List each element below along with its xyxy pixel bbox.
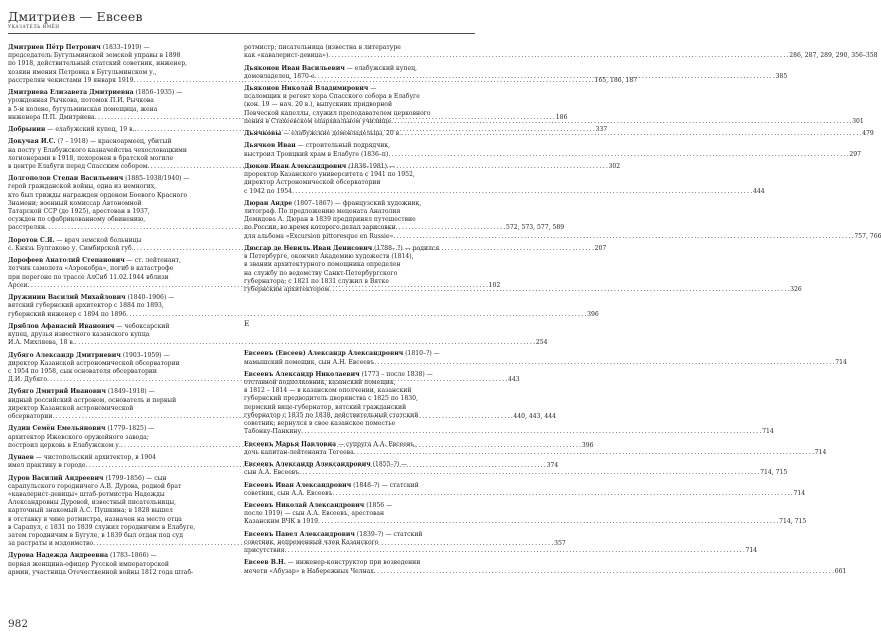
dot-leader bbox=[285, 547, 745, 555]
index-entry-line: расстрелян . . . 572, 573, 577, 589 bbox=[8, 224, 233, 232]
index-entry-line: с 1954 по 1958, сын основателя обсерватории bbox=[8, 367, 157, 375]
index-entry bbox=[244, 502, 807, 527]
index-entry-line: Казанским ВЧК в 1919 . . . 714, 715 bbox=[244, 518, 474, 526]
index-entry-line: для альбома «Excursion pittoresque en Russie» . . . 757, 766 bbox=[244, 233, 474, 241]
index-entry-line: дочь капитан-лейтенанта Тегеева . . . 714 bbox=[244, 449, 474, 457]
index-entry-name: Евсеевъ Марья Павловна bbox=[244, 440, 337, 448]
index-entry-pages: 326 bbox=[790, 285, 802, 293]
index-entry-name: Докучая И.С. bbox=[8, 138, 56, 146]
index-entry-name: Дюран Андре bbox=[244, 199, 293, 207]
index-entry-line: после 1919) — сын А.А. Евсеевъ, арестован bbox=[244, 510, 385, 518]
index-entry-line: урожденная Рычкова, потомок П.И. Рычкова bbox=[8, 97, 154, 105]
index-entry-line: Евсеевъ (Евсеев) Александр Александрович (1810–?) — bbox=[244, 350, 440, 358]
index-entry-pages: 165, 186, 187 bbox=[594, 76, 638, 84]
index-entry-line: Дуров Василий Андреевич (1799–1856) — сын bbox=[8, 474, 167, 482]
index-entry-pages: 572, 573, 577, 589 bbox=[506, 224, 565, 232]
dot-leader bbox=[332, 490, 792, 498]
index-entry-pages: 254 bbox=[535, 339, 548, 347]
index-entry-line: выстроил Троицкий храм в Елабуге (1836–п) . . . 297 bbox=[244, 151, 474, 159]
index-entry bbox=[8, 552, 233, 577]
index-entry-line: присутствия . . . 714 bbox=[244, 547, 474, 555]
index-entry-line: Дубяго Дмитрий Иванович (1849–1918) — bbox=[8, 388, 155, 396]
index-entry-line: директор Астрономической обсерватории bbox=[244, 179, 381, 187]
index-entry-line: построил церковь в Елабужском у. . . . 396 bbox=[8, 442, 233, 450]
index-entry-line: Доротов С.Я. — врач земской больницы bbox=[8, 236, 142, 244]
dot-leader bbox=[328, 52, 788, 60]
index-entry-line: Татарской ССР (до 1925), арестован в 1937, bbox=[8, 208, 150, 216]
index-entry-line: Дружинин Василий Михайлович (1840–1906) — bbox=[8, 294, 175, 302]
section-label: УКАЗАТЕЛЬ ИМЁН bbox=[8, 25, 60, 30]
index-entry-line: губернатор с 1835 по 1838, действительный статский bbox=[244, 411, 419, 419]
page-number: 982 bbox=[8, 618, 29, 630]
index-entry-line: осужден по сфабрикованному обвинению, bbox=[8, 216, 146, 224]
index-entry-line: Дмитриева Елизавета Дмитриевна (1856–1935) — bbox=[8, 89, 183, 97]
index-entry-pages: 443 bbox=[508, 376, 520, 384]
index-entry-line: армии, участница Отечественной войны 1812 года штаб- bbox=[8, 568, 194, 576]
index-entry-line: Дюсгар де Невиль Иван Денисович (1788– ?) — родился bbox=[244, 244, 440, 252]
index-entry-line: с 1942 по 1954 . . . 444 bbox=[244, 188, 474, 196]
index-entry-line: на посту у Елабужского казначейства чехословацкими bbox=[8, 146, 187, 154]
index-entry-line: в отставку в чине ротмистра, назначен на место отца bbox=[8, 515, 182, 523]
index-entry-line: Евсеевъ Павел Александрович (1839–?) — статский bbox=[244, 530, 423, 538]
index-entry-pages: 661 bbox=[834, 567, 847, 575]
index-entry-line: Александровны Дуровой, известный писательницы, bbox=[8, 499, 177, 507]
index-entry-name: Дорофеев Анатолий Степанович bbox=[8, 257, 125, 265]
index-entry-pages: 714, 715 bbox=[779, 518, 807, 526]
index-entry-line: по 1918, действительный статский советник, инженер, bbox=[8, 60, 188, 68]
index-entry-line: герой гражданской войны, одна из немногих, bbox=[8, 183, 157, 191]
index-entry-line: литограф. По предложению мецената Анатолия bbox=[244, 208, 401, 216]
index-entry-line: домовладелец, 1870-е . . . 385 bbox=[244, 73, 474, 81]
index-entry-line: в Петербурге, окончил Академию художеств (1814), bbox=[244, 253, 414, 261]
index-entry-line: в Сарапул, с 1831 по 1839 служил городничим в Елабуге, bbox=[8, 523, 196, 531]
index-entry-pages: 479 bbox=[862, 130, 874, 138]
index-entry-line: Демидова А. Дюран в 1839 предпринял путешествие bbox=[244, 216, 416, 224]
index-entry-name: Дурова Надежда Андреевна bbox=[8, 552, 109, 560]
index-entry-line: затем городничим в Бугуле, в 1839 был отдан под суд bbox=[8, 531, 183, 539]
index-entry-line: Дудин Семён Емельянович (1779–1825) — bbox=[8, 425, 155, 433]
index-entry-line: обсерватории . . . 440, 443, 444 bbox=[8, 413, 233, 421]
index-entry-line: архитектор Ижевского оружейного завода; bbox=[8, 433, 149, 441]
index-entry-line: в 1812 – 1814 — в казанском ополчении, казанский bbox=[244, 387, 412, 395]
index-entry-line: Дьяконов Николай Владимирович — bbox=[244, 85, 377, 92]
index-entry bbox=[8, 294, 599, 319]
index-entry-pages: 357 bbox=[554, 540, 566, 548]
page-title: Дмитриев — Евсеев bbox=[8, 9, 143, 24]
index-entry-line: Дюков Иван Александрович (1838–1981) — bbox=[244, 162, 396, 170]
index-entry-line: Певческой капеллы, служил преподавателем церковного bbox=[244, 109, 431, 117]
index-entry-line: Дурова Надежда Андреевна (1783–1866) — bbox=[8, 552, 157, 560]
index-entry-name: Дунаев bbox=[8, 454, 34, 462]
index-entry bbox=[244, 44, 878, 60]
index-entry-name: Дружинин Василий Михайлович bbox=[8, 294, 126, 302]
index-entry-line: на службу по ведомству Санкт-Петербургского bbox=[244, 269, 398, 277]
dot-leader bbox=[374, 359, 834, 367]
index-entry-pages: 337 bbox=[595, 126, 608, 134]
index-entry-line: Евсеевъ Николай Александрович (1856 — bbox=[244, 502, 393, 510]
index-entry-pages: 301 bbox=[852, 117, 864, 125]
index-entry-line: сын А.А. Евсеевъ . . . 714, 715 bbox=[244, 469, 474, 477]
index-entry-line: губернский инженер с 1894 по 1896 . . . 396 bbox=[8, 311, 233, 319]
index-entry-name: Евсеевъ (Евсеев) Александр Александрович bbox=[244, 350, 404, 358]
index-entry-line: проректор Казанского университета с 1941 по 1952, bbox=[244, 171, 415, 179]
index-entry-name: Евсеевъ Иван Александрович bbox=[244, 481, 352, 489]
index-entry-line: губернский предводитель дворянства с 1825 по 1830, bbox=[244, 395, 418, 403]
index-entry-line: Долгополов Степан Васильевич (1885–1938/1940) — bbox=[8, 175, 190, 183]
dot-leader bbox=[401, 130, 861, 138]
index-entry-line: «кавалерист-девицы» штаб-ротмистра Надежды bbox=[8, 490, 165, 498]
index-entry-line: Знамени; военный комиссар Автономной bbox=[8, 199, 142, 207]
index-entry-pages: 396 bbox=[587, 310, 599, 318]
index-entry-line: расстрелян чекистами 19 января 1919 . . . 165, 186, 187 bbox=[8, 77, 233, 85]
index-entry-line: мамышский помещик, сын А.Н. Евсеевъ . . . 714 bbox=[244, 359, 474, 367]
index-entry-line: первая женщина-офицер Русской императорской bbox=[8, 560, 169, 568]
index-entry-pages: 374 bbox=[546, 462, 559, 470]
index-entry-line: Добрынин — елабужский купец, 19 в. . . . 337 bbox=[8, 126, 233, 134]
index-entry-pages: 714 bbox=[793, 489, 806, 497]
index-entry-line: директор Казанской астрономической bbox=[8, 404, 134, 412]
index-entry-pages: 440, 443, 444 bbox=[513, 413, 557, 421]
index-entry-name: Дьяконов Иван Васильевич bbox=[244, 64, 345, 72]
index-entry-name: Дьяконов Николай Владимирович bbox=[244, 85, 369, 92]
index-entry-line: карточный знакомый А.С. Пушкина; в 1828 вышел bbox=[8, 507, 173, 515]
header-rule bbox=[8, 33, 475, 34]
index-entry-pages: 286, 287, 289, 290, 356–358 bbox=[789, 52, 878, 60]
index-entry-line: Евсеевъ Марья Павловна — супруга А.А. Евсеевъ, bbox=[244, 440, 417, 448]
index-entry bbox=[244, 559, 847, 575]
index-entry-line: Евсеевъ Иван Александрович (1848–?) — статский bbox=[244, 481, 419, 489]
running-header bbox=[8, 10, 472, 31]
index-entry-name: Дьячков Иван bbox=[244, 142, 296, 150]
index-entry-line: с. Князь Булгаково у. Симбирской губ. . . . 207 bbox=[8, 245, 233, 253]
index-entry-name: Дьячковы bbox=[244, 130, 282, 138]
index-entry-line: по России, во время которого делал зарисовки bbox=[244, 224, 396, 232]
index-entry-pages: 186 bbox=[555, 113, 568, 121]
index-entry-line: Евсеевъ Александр Александрович (1855–?) — bbox=[244, 461, 408, 469]
index-entry-pages: 714 bbox=[762, 428, 774, 436]
index-entry-line: Дмитриев Пётр Петрович (1833–1919) — bbox=[8, 44, 150, 51]
index-entry-line: при перегоне по трассе АлСиб 11.02.1944 вблизи bbox=[8, 273, 169, 281]
index-entry-line: инженера П.П. Дмитриева . . . 186 bbox=[8, 114, 233, 122]
index-entry-pages: 714 bbox=[814, 448, 827, 456]
index-entry-line: советник, сын А.А. Евсеевъ . . . 714 bbox=[244, 490, 474, 498]
index-entry-line: в звании архитектурного помощника определен bbox=[244, 261, 401, 269]
index-entry-line: в 5-м колене, бугульминская помещица, жена bbox=[8, 105, 158, 113]
index-entry-line: мечети «Абузар» в Набережных Челнах . . . 661 bbox=[244, 568, 474, 576]
index-entry-line: Евсеев В.Н. — инженер-конструктор при возведении bbox=[244, 559, 421, 567]
index-entry-line: за растраты и мздоимство . . . 357 bbox=[8, 540, 233, 548]
index-entry-line: летчик самолета «Аэрокобра», погиб в катастрофе bbox=[8, 265, 174, 273]
index-entry-name: Добрынин bbox=[8, 126, 46, 134]
index-entry bbox=[244, 142, 861, 158]
index-entry-line: ротмистр; писательница (известна в литературе bbox=[244, 44, 401, 51]
index-entry-line: директор Казанской астрономической обсерватории bbox=[8, 359, 180, 367]
index-entry-name: Дубяго Александр Дмитриевич bbox=[8, 351, 121, 359]
dot-leader bbox=[292, 188, 752, 196]
dot-leader bbox=[391, 118, 851, 126]
index-entry-line: Дубяго Александр Дмитриевич (1903–1959) — bbox=[8, 351, 170, 359]
dot-leader bbox=[388, 151, 848, 159]
index-entry bbox=[244, 350, 847, 366]
index-entry-line: Докучая И.С. (? – 1918) — красноармеец, убитый bbox=[8, 138, 172, 146]
index-entry-line: кто был трижды награжден орденом Боевого Красного bbox=[8, 191, 188, 199]
dot-leader bbox=[393, 233, 853, 241]
index-entry-name: Дюсгар де Невиль Иван Денисович bbox=[244, 244, 373, 252]
index-entry-name: Евсеевъ Николай Александрович bbox=[244, 502, 365, 510]
index-entry-name: Дряблов Афанасий Иванович bbox=[8, 322, 115, 330]
index-entry-name: Дмитриева Елизавета Дмитриевна bbox=[8, 89, 134, 97]
index-entry-name: Дубяго Дмитрий Иванович bbox=[8, 388, 106, 396]
index-entry-line: советник; вернулся в свое казанское поместье bbox=[244, 420, 396, 428]
index-entry-line: в центре Елабуги перед Спасским собором . . . 302 bbox=[8, 163, 233, 171]
index-entry-line: Дюран Андре (1807–1867) — французский художник, bbox=[244, 199, 422, 207]
index-entry-name: Дмитриев Пётр Петрович bbox=[8, 44, 101, 51]
index-entry bbox=[244, 481, 806, 498]
index-entry-name: Дудин Семён Емельянович bbox=[8, 425, 106, 433]
index-entry-line: советник, непременный член Казанского bbox=[244, 538, 379, 546]
index-entry-name: Доротов С.Я. bbox=[8, 236, 55, 244]
index-entry-line: Арсеи . . . 102 bbox=[8, 282, 233, 290]
index-letter-heading: Е bbox=[244, 319, 250, 329]
index-entry-line: председатель Бугульминской земской управы в 1898 bbox=[8, 52, 181, 60]
index-entry-line: Табонку-Панкину . . . 714 bbox=[244, 428, 474, 436]
index-entry-line: Дьячков Иван — строительный подрядчик, bbox=[244, 142, 391, 150]
index-entry-line: Дьяконов Иван Васильевич — елабужский купец, bbox=[244, 64, 417, 72]
index-entry-line: как «кавалерист-девица») . . . 286, 287, 289, 290, 356–358 bbox=[244, 52, 474, 60]
index-entry-line: губернатора; с 1821 по 1831 служил в Вятке bbox=[244, 277, 389, 285]
index-entry-line: видный российский астроном, основатель и первый bbox=[8, 396, 177, 404]
index-entry-name: Дуров Василий Андреевич bbox=[8, 474, 104, 482]
index-entry-pages: 297 bbox=[849, 150, 861, 158]
index-entry-line: Д.И. Дубяго . . . 443 bbox=[8, 376, 233, 384]
index-entry-line: (кон. 19 — нач. 20 в.), выпускник придворной bbox=[244, 101, 393, 109]
index-entry-pages: 714 bbox=[835, 358, 847, 366]
index-entry-line: Евсеевъ Александр Николаевич (1773 – после 1838) — bbox=[244, 370, 433, 378]
dot-leader bbox=[315, 73, 775, 81]
index-entry-line: Дунаев — чистопольский архитектор, в 1904 bbox=[8, 454, 157, 462]
dot-leader bbox=[329, 286, 789, 294]
index-entry-line: легионерами в 1918, похоронен в братской могиле bbox=[8, 154, 174, 162]
dot-leader bbox=[354, 449, 814, 457]
index-entry-name: Евсеевъ Александр Николаевич bbox=[244, 370, 360, 378]
dot-leader bbox=[301, 428, 761, 436]
index-entry-pages: 302 bbox=[608, 162, 621, 170]
index-entry-line: пермский вице-губернатор, вятский гражданский bbox=[244, 403, 407, 411]
index-entry-line: купец, друзья известного казанского купца bbox=[8, 331, 150, 339]
index-entry-name: Дюков Иван Александрович bbox=[244, 162, 347, 170]
index-entry-line: отставной подполковник, казанский помещик, bbox=[244, 379, 396, 387]
index-entry-line: Дорофеев Анатолий Степанович — ст. лейтенант, bbox=[8, 257, 181, 265]
index-entry-pages: 396 bbox=[581, 441, 594, 449]
index-entry-pages: 757, 766 bbox=[854, 232, 881, 240]
index-entry-name: Евсеевъ Павел Александрович bbox=[244, 530, 355, 538]
index-entry-line: хозяин имения Петровка в Бугульминском у., bbox=[8, 68, 157, 76]
index-entry-line: псаломщик и регент хора Спасского собора в Елабуге bbox=[244, 93, 420, 101]
index-entry-line: пения в Стахеевском епархиальном училище . . . 301 bbox=[244, 118, 474, 126]
index-entry-pages: 102 bbox=[488, 281, 501, 289]
dot-leader bbox=[299, 469, 759, 477]
dot-leader bbox=[374, 568, 834, 576]
index-entry-name: Евсеев В.Н. bbox=[244, 559, 286, 567]
index-entry-name: Долгополов Степан Васильевич bbox=[8, 175, 124, 183]
index-entry-pages: 385 bbox=[775, 72, 788, 80]
dot-leader bbox=[318, 518, 778, 526]
index-entry-pages: 714, 715 bbox=[760, 469, 788, 477]
index-entry-pages: 714 bbox=[745, 547, 758, 555]
index-entry-name: Евсеевъ Александр Александрович bbox=[244, 461, 371, 469]
index-entry-line: Дьячковы — елабужские домовладельцы, 20 в. . . . 479 bbox=[244, 130, 474, 138]
index-entry-line: И.А. Михляева, 18 в. . . . 254 bbox=[8, 339, 233, 347]
index-entry-line: Дряблов Афанасий Иванович — чебоксарский bbox=[8, 322, 170, 330]
index-entry-line: сарапульского городничего А.В. Дурова, родной брат bbox=[8, 482, 182, 490]
index-entry-line: вятский губернский архитектор с 1884 по 1893, bbox=[8, 302, 164, 310]
index-entry-pages: 444 bbox=[753, 187, 765, 195]
index-entry-line: губернским архитектором . . . 326 bbox=[244, 286, 474, 294]
index-entry-pages: 207 bbox=[594, 244, 607, 252]
index-entry-line: имел практику в городе . . . 374 bbox=[8, 462, 233, 470]
index-entry bbox=[8, 322, 548, 348]
